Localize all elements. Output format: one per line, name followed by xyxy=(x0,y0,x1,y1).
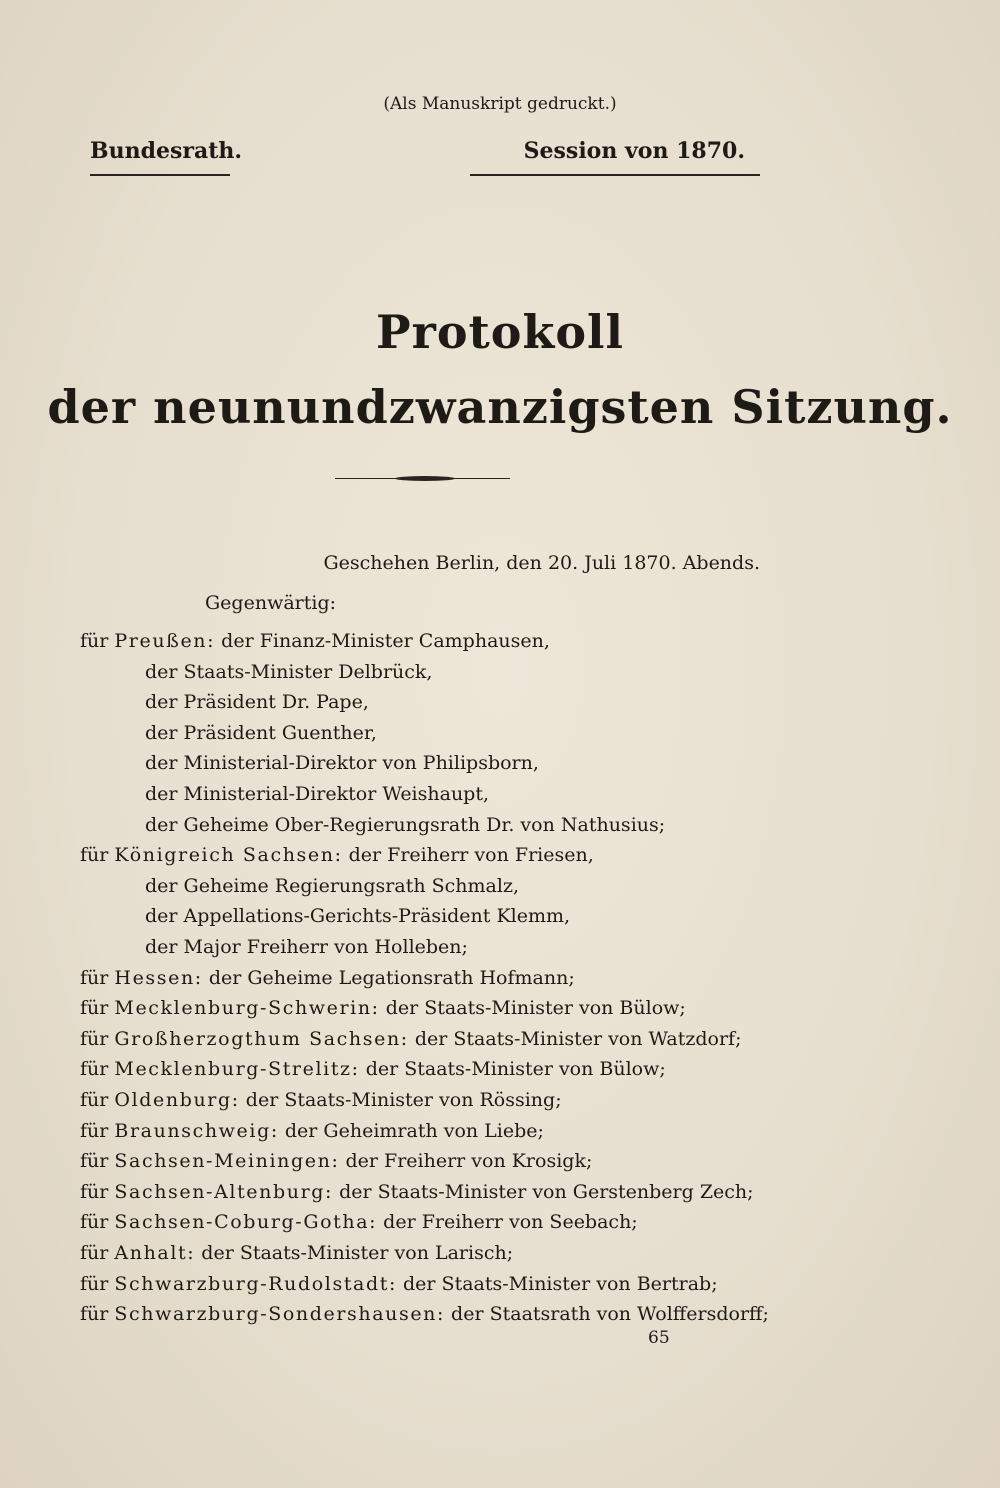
attendee-entry: der Geheime Regierungsrath Schmalz, xyxy=(145,874,519,897)
attendee-entry: der Geheime Ober-Regierungsrath Dr. von Nathusius; xyxy=(145,813,666,836)
place-date: Geschehen Berlin, den 20. Juli 1870. Abends. xyxy=(323,552,760,574)
attendee-entry: für Braunschweig: der Geheimrath von Liebe; xyxy=(80,1119,544,1142)
state-name: Mecklenburg-Schwerin: xyxy=(114,997,380,1020)
attendee-entry: für Schwarzburg-Rudolstadt: der Staats-Minister von Bertrab; xyxy=(80,1272,718,1295)
attendee-entry: der Major Freiherr von Holleben; xyxy=(145,936,468,958)
state-name: Sachsen-Coburg-Gotha: xyxy=(114,1211,378,1234)
header-left: Bundesrath. xyxy=(90,138,243,164)
header-right: Session von 1870. xyxy=(523,138,745,164)
attendee-entry: der Appellations-Gerichts-Präsident Klemm, xyxy=(145,905,571,928)
state-name: Schwarzburg-Sondershausen: xyxy=(114,1303,446,1326)
attendee-entry: für Sachsen-Meiningen: der Freiherr von Krosigk; xyxy=(80,1150,593,1173)
title-line-2: der neunundzwanzigsten Sitzung. xyxy=(47,380,953,434)
attendee-entry: für Anhalt: der Staats-Minister von Larisch; xyxy=(80,1242,514,1264)
attendee-entry: der Ministerial-Direktor von Philipsborn, xyxy=(145,752,539,775)
ornament-divider xyxy=(335,474,510,484)
attendee-entry: der Staats-Minister Delbrück, xyxy=(145,660,433,683)
state-name: Sachsen-Altenburg: xyxy=(114,1180,334,1203)
attendee-entry: für Großherzogthum Sachsen: der Staats-Minister von Watzdorf; xyxy=(80,1027,742,1050)
state-name: Königreich Sachsen: xyxy=(114,844,343,867)
print-note: (Als Manuskript gedruckt.) xyxy=(383,94,617,114)
attendee-entry: für Sachsen-Coburg-Gotha: der Freiherr von Seebach; xyxy=(80,1211,638,1234)
attendee-entry: für Mecklenburg-Schwerin: der Staats-Minister von Bülow; xyxy=(80,997,686,1020)
attendee-entry: für Hessen: der Geheime Legationsrath Hofmann; xyxy=(80,966,575,989)
attendee-entry: für Oldenburg: der Staats-Minister von Rössing; xyxy=(80,1089,562,1111)
state-name: Hessen: xyxy=(114,966,203,989)
attendee-entry: für Königreich Sachsen: der Freiherr von Friesen, xyxy=(80,844,594,867)
attendee-entry: für Sachsen-Altenburg: der Staats-Minister von Gerstenberg Zech; xyxy=(80,1180,754,1203)
state-name: Schwarzburg-Rudolstadt: xyxy=(114,1272,397,1295)
present-label: Gegenwärtig: xyxy=(205,592,337,614)
state-name: Preußen: xyxy=(114,630,216,652)
title-line-1: Protokoll xyxy=(376,305,624,359)
attendee-entry: der Präsident Guenther, xyxy=(145,721,377,744)
attendee-entry: für Mecklenburg-Strelitz: der Staats-Minister von Bülow; xyxy=(80,1058,666,1081)
header-left-rule xyxy=(90,174,230,176)
state-name: Braunschweig: xyxy=(114,1119,279,1142)
state-name: Großherzogthum Sachsen: xyxy=(114,1027,409,1050)
attendee-entry: für Schwarzburg-Sondershausen: der Staatsrath von Wolffersdorff; xyxy=(80,1303,769,1326)
state-name: Mecklenburg-Strelitz: xyxy=(114,1058,360,1081)
state-name: Oldenburg: xyxy=(114,1089,240,1111)
state-name: Sachsen-Meiningen: xyxy=(114,1150,340,1173)
page-number: 65 xyxy=(648,1328,670,1348)
attendee-entry: der Ministerial-Direktor Weishaupt, xyxy=(145,783,490,805)
state-name: Anhalt: xyxy=(114,1242,196,1264)
attendee-entry: für Preußen: der Finanz-Minister Camphausen, xyxy=(80,630,550,652)
attendee-entry: der Präsident Dr. Pape, xyxy=(145,691,369,714)
header-right-rule xyxy=(470,174,760,176)
